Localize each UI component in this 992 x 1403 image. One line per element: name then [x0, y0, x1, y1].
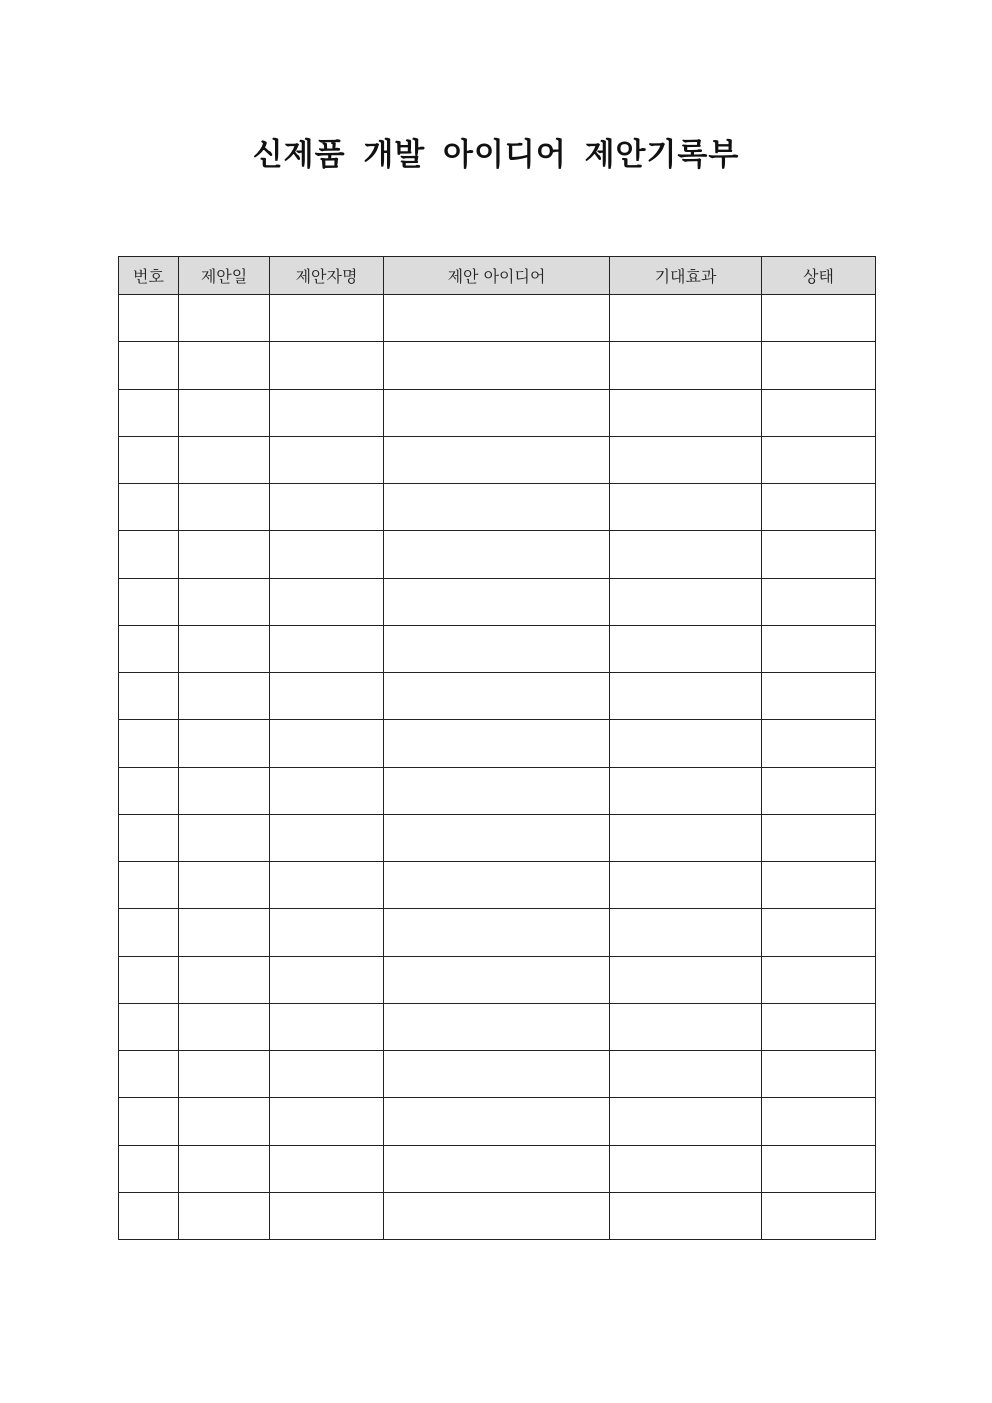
- cell-number[interactable]: [119, 909, 179, 956]
- cell-proposer[interactable]: [270, 625, 384, 672]
- cell-date[interactable]: [179, 531, 270, 578]
- cell-idea[interactable]: [384, 625, 610, 672]
- cell-status[interactable]: [762, 436, 876, 483]
- cell-idea[interactable]: [384, 673, 610, 720]
- cell-effect[interactable]: [610, 814, 762, 861]
- cell-proposer[interactable]: [270, 531, 384, 578]
- cell-proposer[interactable]: [270, 1145, 384, 1192]
- cell-date[interactable]: [179, 862, 270, 909]
- cell-effect[interactable]: [610, 295, 762, 342]
- cell-date[interactable]: [179, 342, 270, 389]
- cell-proposer[interactable]: [270, 389, 384, 436]
- cell-date[interactable]: [179, 767, 270, 814]
- cell-effect[interactable]: [610, 625, 762, 672]
- cell-date[interactable]: [179, 909, 270, 956]
- table-row: [119, 1051, 876, 1098]
- cell-date[interactable]: [179, 1051, 270, 1098]
- cell-status[interactable]: [762, 484, 876, 531]
- table-row: [119, 578, 876, 625]
- cell-proposer[interactable]: [270, 484, 384, 531]
- cell-idea[interactable]: [384, 767, 610, 814]
- table-row: [119, 1098, 876, 1145]
- cell-effect[interactable]: [610, 1145, 762, 1192]
- cell-status[interactable]: [762, 673, 876, 720]
- cell-number[interactable]: [119, 956, 179, 1003]
- cell-effect[interactable]: [610, 909, 762, 956]
- cell-idea[interactable]: [384, 342, 610, 389]
- cell-idea[interactable]: [384, 1003, 610, 1050]
- table-row: [119, 767, 876, 814]
- cell-effect[interactable]: [610, 531, 762, 578]
- table-row: [119, 673, 876, 720]
- cell-status[interactable]: [762, 342, 876, 389]
- cell-proposer[interactable]: [270, 342, 384, 389]
- table-row: [119, 625, 876, 672]
- cell-proposer[interactable]: [270, 1051, 384, 1098]
- cell-date[interactable]: [179, 956, 270, 1003]
- cell-proposer[interactable]: [270, 767, 384, 814]
- column-header-status: 상태: [762, 257, 876, 295]
- cell-idea[interactable]: [384, 436, 610, 483]
- cell-idea[interactable]: [384, 1051, 610, 1098]
- cell-idea[interactable]: [384, 295, 610, 342]
- cell-idea[interactable]: [384, 1145, 610, 1192]
- cell-effect[interactable]: [610, 1003, 762, 1050]
- cell-status[interactable]: [762, 1145, 876, 1192]
- cell-effect[interactable]: [610, 862, 762, 909]
- cell-status[interactable]: [762, 767, 876, 814]
- table-row: [119, 956, 876, 1003]
- cell-number[interactable]: [119, 389, 179, 436]
- cell-number[interactable]: [119, 1192, 179, 1239]
- cell-number[interactable]: [119, 1003, 179, 1050]
- table-row: [119, 484, 876, 531]
- column-header-number: 번호: [119, 257, 179, 295]
- cell-number[interactable]: [119, 720, 179, 767]
- cell-date[interactable]: [179, 436, 270, 483]
- page-title: 신제품 개발 아이디어 제안기록부: [252, 137, 740, 173]
- cell-effect[interactable]: [610, 767, 762, 814]
- cell-date[interactable]: [179, 578, 270, 625]
- cell-number[interactable]: [119, 342, 179, 389]
- table-body: [119, 295, 876, 1240]
- cell-idea[interactable]: [384, 1098, 610, 1145]
- cell-date[interactable]: [179, 814, 270, 861]
- cell-number[interactable]: [119, 862, 179, 909]
- cell-date[interactable]: [179, 720, 270, 767]
- cell-number[interactable]: [119, 578, 179, 625]
- idea-record-table: [118, 256, 876, 1240]
- cell-idea[interactable]: [384, 389, 610, 436]
- cell-number[interactable]: [119, 1145, 179, 1192]
- cell-date[interactable]: [179, 389, 270, 436]
- cell-date[interactable]: [179, 1145, 270, 1192]
- cell-status[interactable]: [762, 1098, 876, 1145]
- cell-idea[interactable]: [384, 814, 610, 861]
- cell-status[interactable]: [762, 956, 876, 1003]
- cell-number[interactable]: [119, 814, 179, 861]
- cell-effect[interactable]: [610, 578, 762, 625]
- cell-proposer[interactable]: [270, 295, 384, 342]
- cell-date[interactable]: [179, 1098, 270, 1145]
- cell-status[interactable]: [762, 389, 876, 436]
- table-row: [119, 531, 876, 578]
- cell-effect[interactable]: [610, 1098, 762, 1145]
- column-header-idea: 제안 아이디어: [384, 257, 610, 295]
- table-row: [119, 295, 876, 342]
- cell-idea[interactable]: [384, 909, 610, 956]
- column-header-effect: 기대효과: [610, 257, 762, 295]
- table-row: [119, 862, 876, 909]
- cell-status[interactable]: [762, 1051, 876, 1098]
- cell-proposer[interactable]: [270, 956, 384, 1003]
- table-row: [119, 909, 876, 956]
- cell-date[interactable]: [179, 484, 270, 531]
- cell-effect[interactable]: [610, 484, 762, 531]
- cell-status[interactable]: [762, 295, 876, 342]
- cell-status[interactable]: [762, 814, 876, 861]
- cell-effect[interactable]: [610, 673, 762, 720]
- cell-date[interactable]: [179, 1192, 270, 1239]
- table-row: [119, 720, 876, 767]
- cell-proposer[interactable]: [270, 578, 384, 625]
- cell-status[interactable]: [762, 1003, 876, 1050]
- column-header-date: 제안일: [179, 257, 270, 295]
- cell-status[interactable]: [762, 909, 876, 956]
- cell-idea[interactable]: [384, 531, 610, 578]
- cell-number[interactable]: [119, 767, 179, 814]
- cell-number[interactable]: [119, 1051, 179, 1098]
- cell-effect[interactable]: [610, 342, 762, 389]
- cell-idea[interactable]: [384, 578, 610, 625]
- cell-proposer[interactable]: [270, 436, 384, 483]
- cell-proposer[interactable]: [270, 1098, 384, 1145]
- cell-status[interactable]: [762, 862, 876, 909]
- cell-proposer[interactable]: [270, 1192, 384, 1239]
- column-header-proposer: 제안자명: [270, 257, 384, 295]
- cell-idea[interactable]: [384, 1192, 610, 1239]
- cell-number[interactable]: [119, 436, 179, 483]
- table-row: [119, 1145, 876, 1192]
- cell-number[interactable]: [119, 484, 179, 531]
- cell-number[interactable]: [119, 295, 179, 342]
- cell-proposer[interactable]: [270, 673, 384, 720]
- table-row: [119, 1003, 876, 1050]
- cell-idea[interactable]: [384, 862, 610, 909]
- cell-date[interactable]: [179, 673, 270, 720]
- cell-proposer[interactable]: [270, 720, 384, 767]
- cell-status[interactable]: [762, 1192, 876, 1239]
- cell-effect[interactable]: [610, 1192, 762, 1239]
- cell-proposer[interactable]: [270, 814, 384, 861]
- cell-proposer[interactable]: [270, 1003, 384, 1050]
- cell-status[interactable]: [762, 720, 876, 767]
- cell-effect[interactable]: [610, 389, 762, 436]
- cell-number[interactable]: [119, 1098, 179, 1145]
- cell-effect[interactable]: [610, 720, 762, 767]
- cell-date[interactable]: [179, 625, 270, 672]
- cell-effect[interactable]: [610, 436, 762, 483]
- cell-date[interactable]: [179, 1003, 270, 1050]
- cell-idea[interactable]: [384, 484, 610, 531]
- cell-number[interactable]: [119, 625, 179, 672]
- cell-number[interactable]: [119, 673, 179, 720]
- cell-idea[interactable]: [384, 720, 610, 767]
- cell-proposer[interactable]: [270, 862, 384, 909]
- cell-effect[interactable]: [610, 956, 762, 1003]
- table-header-row: [119, 257, 876, 295]
- table-row: [119, 389, 876, 436]
- table-row: [119, 342, 876, 389]
- table-row: [119, 1192, 876, 1239]
- cell-proposer[interactable]: [270, 909, 384, 956]
- cell-date[interactable]: [179, 295, 270, 342]
- cell-effect[interactable]: [610, 1051, 762, 1098]
- cell-status[interactable]: [762, 625, 876, 672]
- table-row: [119, 436, 876, 483]
- cell-status[interactable]: [762, 578, 876, 625]
- cell-number[interactable]: [119, 531, 179, 578]
- table-row: [119, 814, 876, 861]
- cell-idea[interactable]: [384, 956, 610, 1003]
- cell-status[interactable]: [762, 531, 876, 578]
